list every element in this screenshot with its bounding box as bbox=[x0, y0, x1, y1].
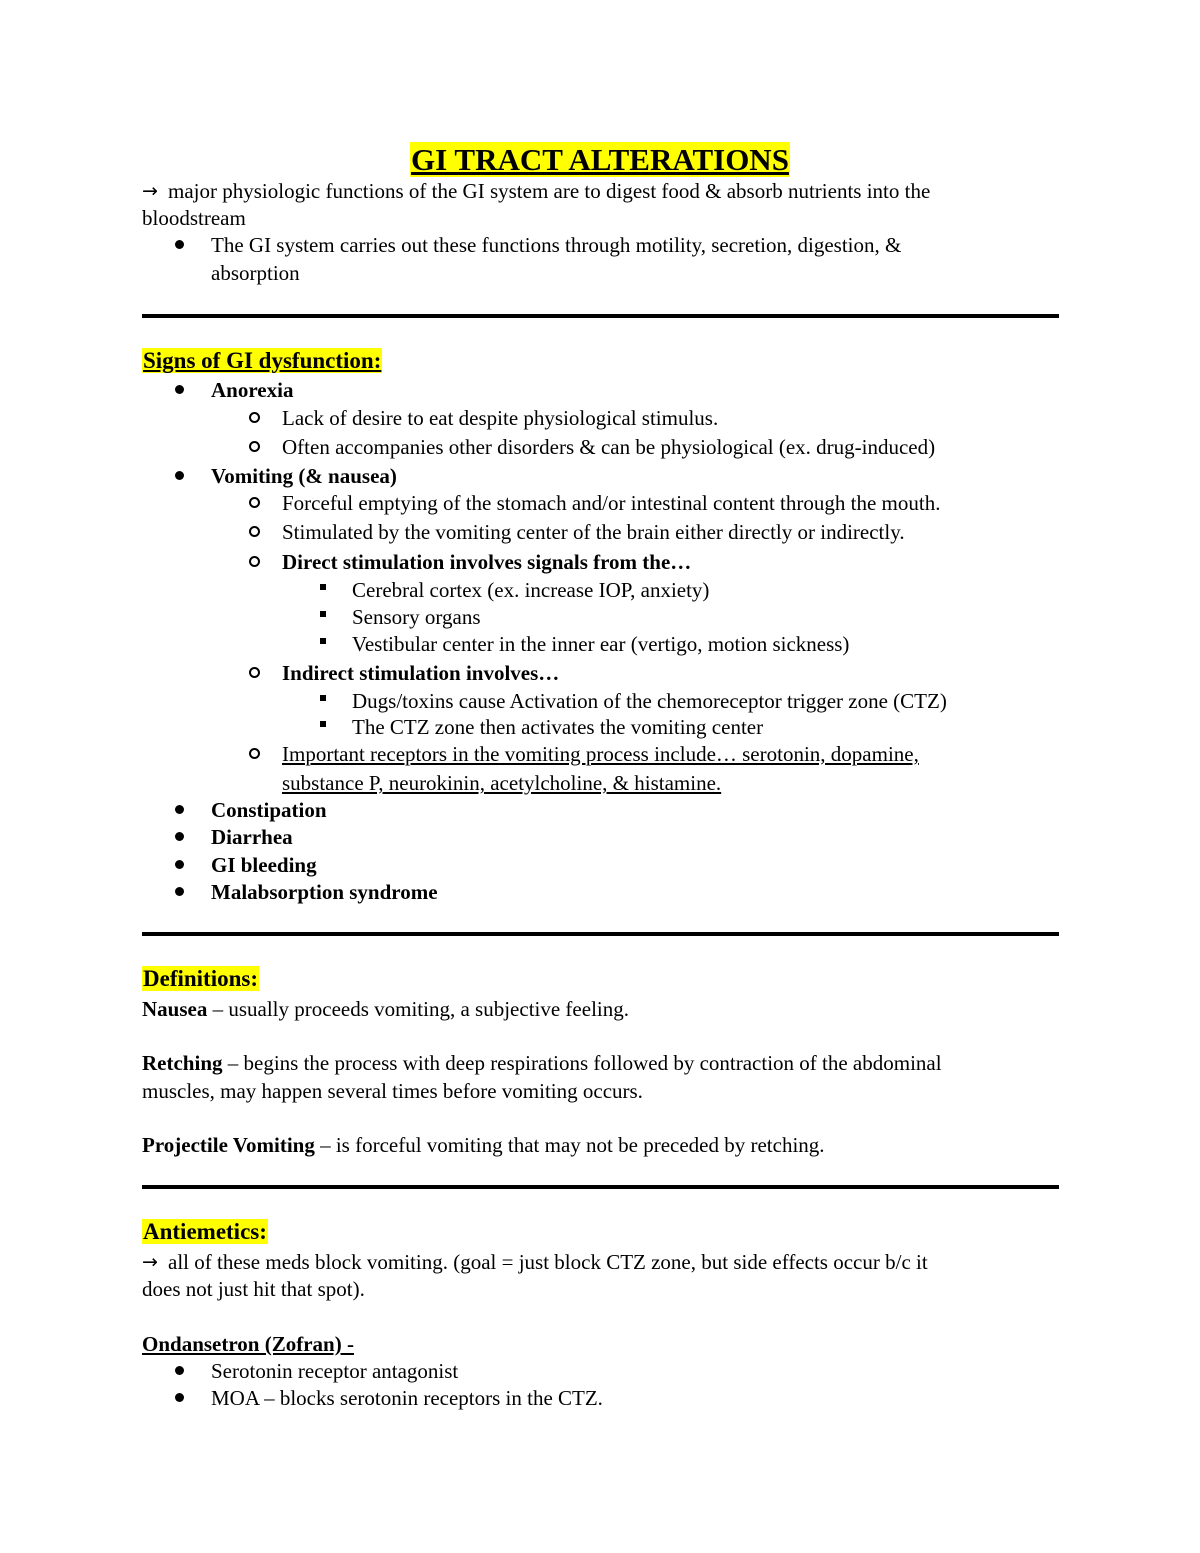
bullet-square-icon bbox=[320, 584, 326, 590]
section-heading: Antiemetics: bbox=[143, 1219, 267, 1244]
arrow-icon: → bbox=[142, 180, 158, 202]
bullet-disc-icon bbox=[175, 1393, 184, 1402]
section-divider bbox=[142, 932, 1059, 936]
bullet-circle-icon bbox=[249, 441, 260, 452]
list-item: substance P, neurokinin, acetylcholine, & histamine. bbox=[282, 771, 722, 795]
list-item: Dugs/toxins cause Activation of the chemoreceptor trigger zone (CTZ) bbox=[352, 689, 947, 713]
list-item: Direct stimulation involves signals from the… bbox=[282, 550, 692, 574]
list-item: The CTZ zone then activates the vomiting center bbox=[352, 715, 764, 739]
section-divider bbox=[142, 1185, 1059, 1189]
bullet-disc-icon bbox=[175, 832, 184, 841]
list-item: Serotonin receptor antagonist bbox=[211, 1359, 459, 1383]
definition-projectile: Projectile Vomiting – is forceful vomiting that may not be preceded by retching. bbox=[142, 1133, 825, 1157]
drug-heading: Ondansetron (Zofran) - bbox=[142, 1332, 354, 1356]
bullet-circle-icon bbox=[249, 667, 260, 678]
list-item: Forceful emptying of the stomach and/or intestinal content through the mouth. bbox=[282, 491, 941, 515]
list-item: Sensory organs bbox=[352, 605, 481, 629]
list-item: GI bleeding bbox=[211, 853, 317, 877]
bullet-circle-icon bbox=[249, 748, 260, 759]
list-item: Important receptors in the vomiting process include… serotonin, dopamine, bbox=[282, 742, 919, 766]
bullet-square-icon bbox=[320, 695, 326, 701]
list-item: Often accompanies other disorders & can be physiological (ex. drug-induced) bbox=[282, 435, 936, 459]
bullet-circle-icon bbox=[249, 412, 260, 423]
list-item: Vestibular center in the inner ear (vertigo, motion sickness) bbox=[352, 632, 850, 656]
bullet-disc-icon bbox=[175, 471, 184, 480]
section-heading: Definitions: bbox=[143, 966, 258, 991]
intro-bullet: The GI system carries out these functions through motility, secretion, digestion, & bbox=[211, 233, 902, 257]
definition-retching: Retching – begins the process with deep respirations followed by contraction of the abdominal bbox=[142, 1051, 942, 1075]
list-item: Diarrhea bbox=[211, 825, 293, 849]
bullet-disc-icon bbox=[175, 1366, 184, 1375]
list-item: Vomiting (& nausea) bbox=[211, 464, 397, 488]
bullet-circle-icon bbox=[249, 556, 260, 567]
arrow-icon: → bbox=[142, 1251, 158, 1273]
bullet-circle-icon bbox=[249, 526, 260, 537]
section-divider bbox=[142, 314, 1059, 318]
intro-line: major physiologic functions of the GI system are to digest food & absorb nutrients into the bbox=[168, 179, 931, 203]
list-item: Lack of desire to eat despite physiological stimulus. bbox=[282, 406, 719, 430]
antiemetics-intro: does not just hit that spot). bbox=[142, 1277, 365, 1301]
bullet-disc-icon bbox=[175, 887, 184, 896]
section-heading: Signs of GI dysfunction: bbox=[143, 348, 382, 373]
bullet-square-icon bbox=[320, 638, 326, 644]
list-item: Constipation bbox=[211, 798, 327, 822]
page-title: GI TRACT ALTERATIONS bbox=[411, 142, 789, 177]
intro-line: bloodstream bbox=[142, 206, 246, 230]
list-item: Cerebral cortex (ex. increase IOP, anxiety) bbox=[352, 578, 710, 602]
definition-retching-cont: muscles, may happen several times before vomiting occurs. bbox=[142, 1079, 643, 1103]
bullet-disc-icon bbox=[175, 240, 184, 249]
list-item: Anorexia bbox=[211, 378, 294, 402]
definition-nausea: Nausea – usually proceeds vomiting, a subjective feeling. bbox=[142, 997, 629, 1021]
bullet-disc-icon bbox=[175, 385, 184, 394]
bullet-square-icon bbox=[320, 721, 326, 727]
bullet-disc-icon bbox=[175, 860, 184, 869]
bullet-disc-icon bbox=[175, 805, 184, 814]
list-item: Malabsorption syndrome bbox=[211, 880, 438, 904]
bullet-circle-icon bbox=[249, 497, 260, 508]
list-item: Indirect stimulation involves… bbox=[282, 661, 560, 685]
list-item: MOA – blocks serotonin receptors in the CTZ. bbox=[211, 1386, 603, 1410]
intro-bullet: absorption bbox=[211, 261, 300, 285]
bullet-square-icon bbox=[320, 611, 326, 617]
antiemetics-intro: all of these meds block vomiting. (goal = just block CTZ zone, but side effects occur b/c it bbox=[168, 1250, 928, 1274]
list-item: Stimulated by the vomiting center of the brain either directly or indirectly. bbox=[282, 520, 905, 544]
